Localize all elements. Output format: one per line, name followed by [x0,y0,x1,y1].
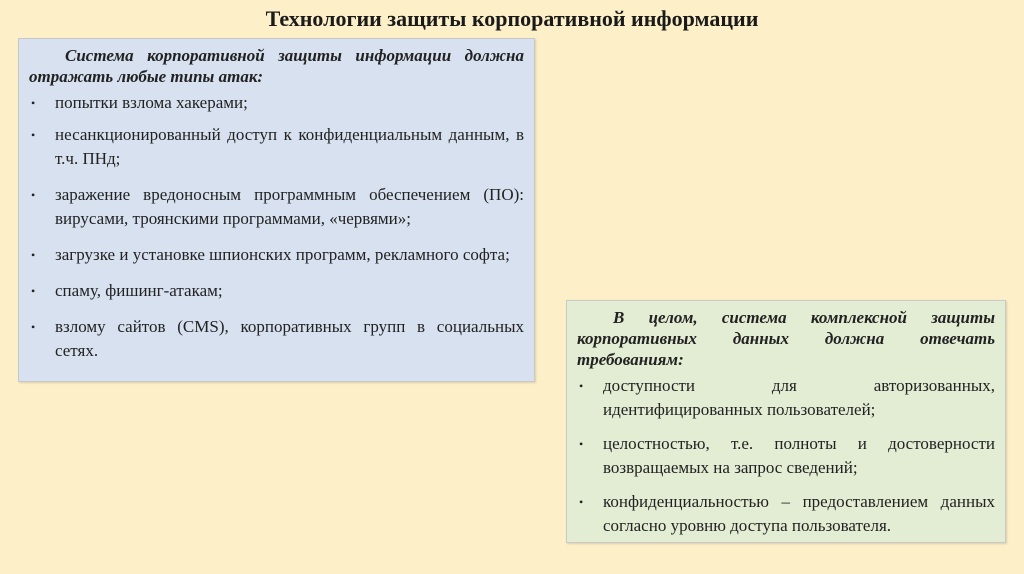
list-item [29,243,524,267]
list-item-text: заражение вредоносным программным обеспечением (ПО): вирусами, троянскими программами, «червями»; [55,185,524,228]
list-item [29,91,524,115]
page-title: Технологии защиты корпоративной информации [265,6,759,31]
list-item [29,183,524,231]
attack-types-intro: Система корпоративной защиты информации должна отражать любые типы атак: [29,46,524,86]
bullet-icon: • [579,437,584,451]
requirements-box [566,300,1006,543]
attack-types-list [29,91,524,363]
list-item-text: несанкционированный доступ к конфиденциальным данным, в т.ч. ПНд; [55,125,524,168]
bullet-icon: • [31,248,36,262]
list-item-text: попытки взлома хакерами; [55,93,248,112]
attack-types-box [18,38,535,382]
list-item [29,315,524,363]
requirements-list [577,374,995,538]
bullet-icon: • [579,379,584,393]
bullet-icon: • [31,320,36,334]
bullet-icon: • [31,128,36,142]
list-item [577,374,995,422]
list-item-text: спаму, фишинг-атакам; [55,281,223,300]
list-item-text: доступности для авторизованных, идентифицированных пользователей; [603,376,995,419]
list-item [29,279,524,303]
bullet-icon: • [31,284,36,298]
list-item-text: целостностью, т.е. полноты и достоверности возвращаемых на запрос сведений; [603,434,995,477]
bullet-icon: • [579,495,584,509]
list-item [577,432,995,480]
list-item [29,123,524,171]
list-item-text: загрузке и установке шпионских программ, рекламного софта; [55,245,510,264]
bullet-icon: • [31,96,36,110]
list-item-text: конфиденциальностью – предоставлением данных согласно уровню доступа пользователя. [603,492,995,535]
requirements-intro: В целом, система комплексной защиты корпоративных данных должна отвечать требованиям: [577,308,995,369]
list-item-text: взлому сайтов (CMS), корпоративных групп в социальных сетях. [55,317,524,360]
bullet-icon: • [31,188,36,202]
list-item [577,490,995,538]
